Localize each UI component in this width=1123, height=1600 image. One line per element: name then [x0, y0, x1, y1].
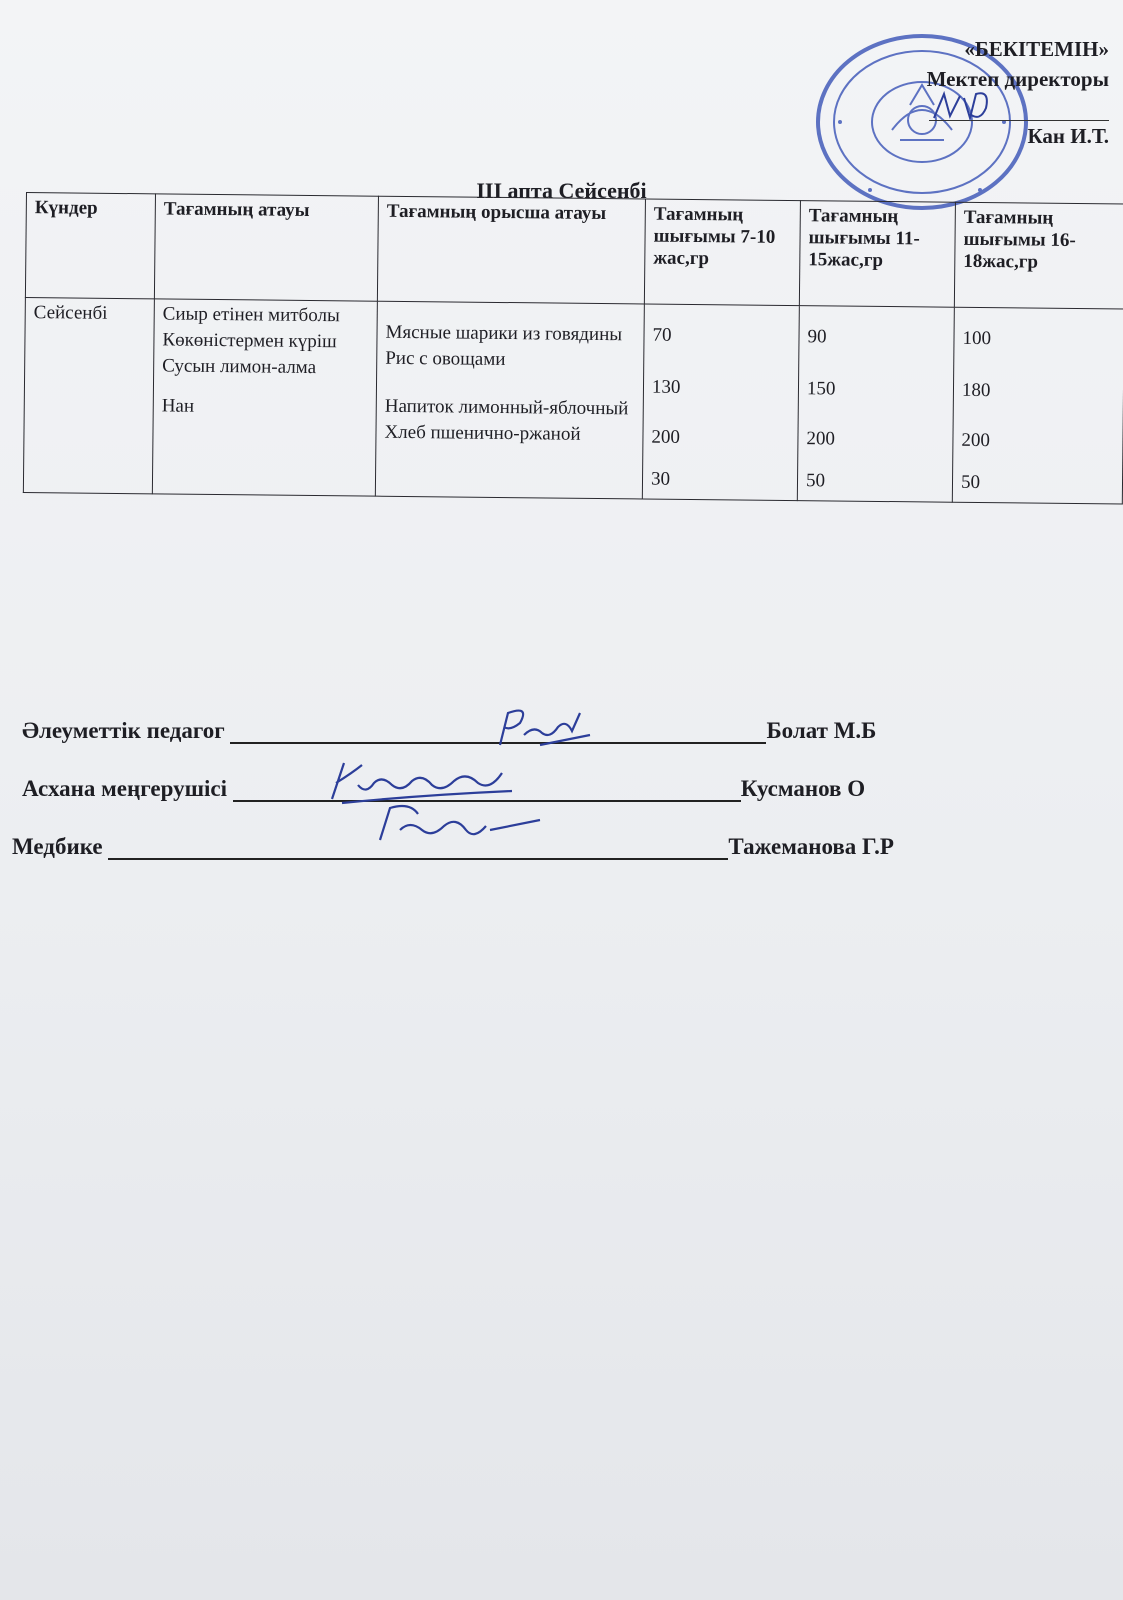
dishes-ru-cell [375, 301, 644, 499]
list-item: Сусын лимон-алма [162, 355, 317, 379]
list-item: Сиыр етінен митболы [162, 303, 340, 327]
dishes-kz-cell [152, 299, 377, 496]
list-item: Хлеб пшенично-ржаной [384, 421, 581, 445]
approval-name: Кан И.Т. [1027, 124, 1109, 148]
list-item: Мясные шарики из говядины [385, 321, 623, 346]
list-item: 50 [960, 471, 981, 494]
signature-name: Болат М.Б [766, 718, 877, 743]
list-item: 30 [650, 468, 671, 490]
list-item: Көкөністермен күріш [162, 329, 337, 353]
list-item: 50 [805, 470, 826, 492]
header-dish-name-ru: Тағамның орысша атауы [377, 196, 645, 304]
day-cell: Сейсенбі [23, 297, 154, 493]
list-item: 180 [961, 379, 991, 402]
list-item: 200 [961, 429, 991, 452]
menu-table [23, 192, 1123, 505]
yield-11-15-cell [797, 306, 954, 503]
signature-row-social-pedagogue [22, 718, 876, 744]
header-days: Күндер [25, 193, 155, 299]
list-item: 100 [962, 327, 992, 350]
signature-role: Әлеуметтік педагог [22, 718, 225, 743]
header-yield-16-18: Тағамның шығымы 16-18жас,гр [954, 202, 1123, 309]
header-dish-name: Тағамның атауы [154, 194, 378, 301]
list-item: 150 [806, 378, 836, 400]
signature-role: Асхана меңгерушісі [22, 776, 228, 801]
signature-role: Медбике [12, 834, 103, 859]
director-signature [930, 88, 1010, 128]
handwritten-signature-1 [480, 705, 600, 755]
list-item: Рис с овощами [385, 347, 506, 371]
list-item: Напиток лимонный-яблочный [384, 395, 629, 420]
list-item: 200 [651, 426, 681, 448]
list-item: 200 [806, 428, 836, 450]
list-item: 130 [651, 376, 681, 398]
page-title: ІІІ апта Сейсенбі [476, 178, 647, 203]
table-row [23, 297, 1123, 503]
handwritten-signature-3 [370, 800, 550, 852]
header-yield-7-10: Тағамның шығымы 7-10 жас,гр [644, 199, 800, 306]
approval-heading: «БЕКІТЕМІН» [964, 37, 1109, 61]
yield-16-18-cell [952, 307, 1123, 504]
approval-role: Мектеп директоры [926, 67, 1109, 91]
signature-name: Тажеманова Г.Р [728, 834, 894, 859]
list-item: Нан [161, 395, 195, 417]
yield-7-10-cell [642, 304, 799, 501]
list-item: 70 [652, 324, 672, 346]
signature-name: Кусманов О [740, 776, 866, 801]
header-yield-11-15: Тағамның шығымы 11-15жас,гр [799, 201, 955, 308]
list-item: 90 [807, 326, 827, 348]
